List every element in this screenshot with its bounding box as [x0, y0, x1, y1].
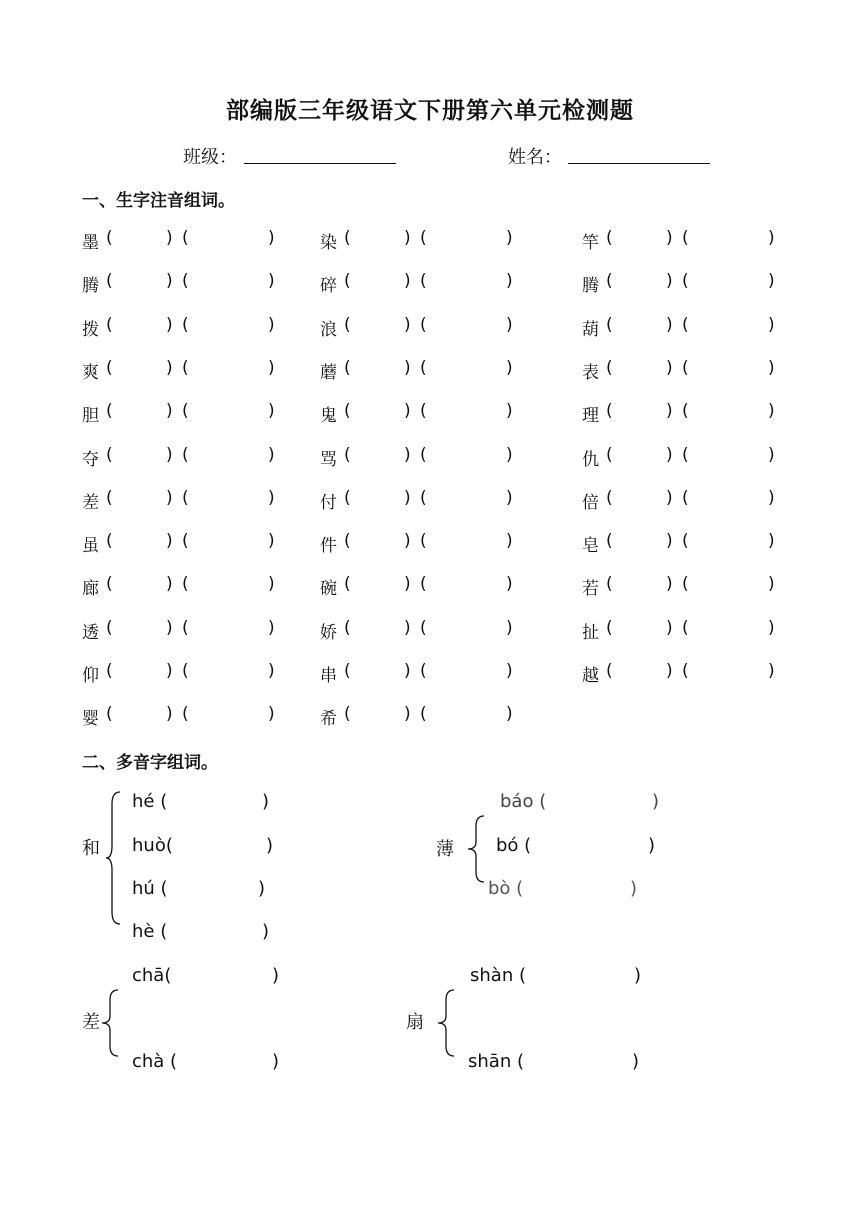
- pinyin-paren-open: (: [344, 445, 351, 465]
- pinyin-paren-close: ): [404, 401, 411, 421]
- hanzi: 蘑: [320, 363, 337, 383]
- pinyin-paren-open: (: [106, 618, 113, 638]
- class-label: 班级：: [183, 147, 237, 168]
- hanzi: 理: [582, 406, 599, 426]
- hanzi: 爽: [82, 363, 99, 383]
- hanzi: 娇: [320, 623, 337, 643]
- hanzi: 墨: [82, 233, 99, 253]
- word-paren-open: (: [682, 315, 689, 335]
- pinyin-paren-close: ): [166, 445, 173, 465]
- hanzi: 串: [320, 666, 337, 686]
- word-paren-close: ): [768, 315, 775, 335]
- hanzi: 婴: [82, 709, 99, 729]
- pinyin-paren-open: (: [106, 531, 113, 551]
- pinyin-paren-open: (: [606, 315, 613, 335]
- word-paren-close: ): [768, 271, 775, 291]
- hanzi: 透: [82, 623, 99, 643]
- pinyin-paren-open: (: [344, 315, 351, 335]
- word-paren-open: (: [420, 228, 427, 248]
- pinyin-paren-open: (: [344, 358, 351, 378]
- hanzi: 竿: [582, 233, 599, 253]
- word-paren-close: ): [506, 445, 513, 465]
- reading: huò(: [132, 835, 173, 856]
- word-paren-close: ): [768, 401, 775, 421]
- pinyin-paren-open: (: [106, 445, 113, 465]
- reading: bò (: [488, 878, 524, 899]
- pinyin-paren-open: (: [606, 228, 613, 248]
- word-paren-open: (: [420, 401, 427, 421]
- word-paren-close: ): [268, 315, 275, 335]
- poly-char-he: 和: [82, 838, 100, 859]
- reading-close: ): [630, 878, 638, 899]
- pinyin-paren-close: ): [666, 618, 673, 638]
- word-paren-open: (: [682, 358, 689, 378]
- reading-close: ): [266, 835, 274, 856]
- pinyin-paren-close: ): [166, 358, 173, 378]
- pinyin-paren-open: (: [106, 574, 113, 594]
- hanzi: 扯: [582, 623, 599, 643]
- word-paren-close: ): [768, 228, 775, 248]
- word-paren-close: ): [268, 271, 275, 291]
- name-field[interactable]: [568, 141, 710, 164]
- word-paren-open: (: [682, 661, 689, 681]
- pinyin-paren-close: ): [166, 401, 173, 421]
- word-paren-close: ): [268, 531, 275, 551]
- pinyin-paren-open: (: [344, 661, 351, 681]
- pinyin-paren-open: (: [344, 488, 351, 508]
- pinyin-paren-close: ): [666, 661, 673, 681]
- word-paren-open: (: [182, 488, 189, 508]
- reading-close: ): [272, 965, 280, 986]
- reading: hè (: [132, 921, 168, 942]
- hanzi: 倍: [582, 493, 599, 513]
- pinyin-paren-close: ): [404, 488, 411, 508]
- pinyin-paren-close: ): [404, 228, 411, 248]
- word-paren-open: (: [420, 574, 427, 594]
- pinyin-paren-open: (: [606, 445, 613, 465]
- char-row: [0, 358, 860, 384]
- hanzi: 差: [82, 493, 99, 513]
- pinyin-paren-open: (: [106, 358, 113, 378]
- char-row: [0, 574, 860, 600]
- hanzi: 夺: [82, 450, 99, 470]
- pinyin-paren-close: ): [666, 488, 673, 508]
- pinyin-paren-open: (: [606, 574, 613, 594]
- reading-close: ): [632, 1051, 640, 1072]
- hanzi: 皂: [582, 536, 599, 556]
- word-paren-close: ): [506, 228, 513, 248]
- hanzi: 仇: [582, 450, 599, 470]
- word-paren-open: (: [682, 574, 689, 594]
- hanzi: 染: [320, 233, 337, 253]
- word-paren-open: (: [682, 618, 689, 638]
- word-paren-close: ): [268, 618, 275, 638]
- reading-close: ): [272, 1051, 280, 1072]
- pinyin-paren-close: ): [166, 228, 173, 248]
- reading-close: ): [634, 965, 642, 986]
- word-paren-open: (: [682, 228, 689, 248]
- word-paren-open: (: [682, 531, 689, 551]
- word-paren-close: ): [506, 401, 513, 421]
- pinyin-paren-open: (: [344, 704, 351, 724]
- word-paren-open: (: [182, 315, 189, 335]
- word-paren-close: ): [506, 661, 513, 681]
- word-paren-open: (: [182, 271, 189, 291]
- word-paren-open: (: [182, 531, 189, 551]
- pinyin-paren-close: ): [166, 271, 173, 291]
- brace-icon: [104, 790, 126, 926]
- pinyin-paren-close: ): [404, 358, 411, 378]
- pinyin-paren-close: ): [404, 618, 411, 638]
- word-paren-close: ): [268, 445, 275, 465]
- pinyin-paren-close: ): [404, 271, 411, 291]
- pinyin-paren-open: (: [344, 228, 351, 248]
- pinyin-paren-close: ): [666, 271, 673, 291]
- pinyin-paren-open: (: [344, 618, 351, 638]
- hanzi: 胆: [82, 406, 99, 426]
- word-paren-close: ): [268, 401, 275, 421]
- pinyin-paren-close: ): [166, 531, 173, 551]
- word-paren-close: ): [268, 228, 275, 248]
- reading-close: ): [262, 791, 270, 812]
- word-paren-open: (: [682, 401, 689, 421]
- word-paren-open: (: [682, 445, 689, 465]
- poly-char-shan: 扇: [406, 1012, 424, 1033]
- pinyin-paren-open: (: [606, 401, 613, 421]
- char-row: [0, 488, 860, 514]
- pinyin-paren-open: (: [106, 488, 113, 508]
- pinyin-paren-close: ): [666, 445, 673, 465]
- pinyin-paren-open: (: [606, 271, 613, 291]
- word-paren-close: ): [268, 704, 275, 724]
- word-paren-open: (: [420, 445, 427, 465]
- word-paren-open: (: [182, 661, 189, 681]
- word-paren-close: ): [506, 704, 513, 724]
- reading-close: ): [652, 791, 660, 812]
- word-paren-open: (: [182, 401, 189, 421]
- word-paren-close: ): [768, 445, 775, 465]
- pinyin-paren-open: (: [106, 704, 113, 724]
- pinyin-paren-close: ): [666, 315, 673, 335]
- hanzi: 付: [320, 493, 337, 513]
- reading-close: ): [258, 878, 266, 899]
- char-row: [0, 401, 860, 427]
- reading: báo (: [500, 791, 547, 812]
- poly-char-bao: 薄: [436, 839, 454, 860]
- pinyin-paren-close: ): [404, 574, 411, 594]
- hanzi: 浪: [320, 320, 337, 340]
- word-paren-close: ): [506, 531, 513, 551]
- pinyin-paren-close: ): [166, 574, 173, 594]
- word-paren-open: (: [420, 488, 427, 508]
- word-paren-open: (: [420, 271, 427, 291]
- pinyin-paren-open: (: [106, 401, 113, 421]
- word-paren-open: (: [182, 445, 189, 465]
- word-paren-close: ): [268, 358, 275, 378]
- word-paren-open: (: [182, 704, 189, 724]
- char-row: [0, 445, 860, 471]
- word-paren-open: (: [182, 574, 189, 594]
- word-paren-close: ): [768, 531, 775, 551]
- word-paren-open: (: [420, 358, 427, 378]
- hanzi: 腾: [82, 276, 99, 296]
- word-paren-open: (: [182, 358, 189, 378]
- brace-icon: [436, 988, 458, 1058]
- pinyin-paren-close: ): [404, 704, 411, 724]
- pinyin-paren-open: (: [606, 661, 613, 681]
- reading: chà (: [132, 1051, 178, 1072]
- hanzi: 鬼: [320, 406, 337, 426]
- pinyin-paren-open: (: [344, 271, 351, 291]
- hanzi: 希: [320, 709, 337, 729]
- char-row: [0, 228, 860, 254]
- word-paren-close: ): [768, 574, 775, 594]
- pinyin-paren-close: ): [666, 531, 673, 551]
- hanzi: 仰: [82, 666, 99, 686]
- pinyin-paren-close: ): [166, 704, 173, 724]
- char-row: [0, 704, 860, 730]
- pinyin-paren-open: (: [106, 271, 113, 291]
- word-paren-open: (: [682, 271, 689, 291]
- hanzi: 碎: [320, 276, 337, 296]
- pinyin-paren-close: ): [404, 445, 411, 465]
- pinyin-paren-open: (: [106, 661, 113, 681]
- char-row: [0, 618, 860, 644]
- pinyin-paren-open: (: [606, 358, 613, 378]
- pinyin-paren-close: ): [666, 574, 673, 594]
- char-row: [0, 271, 860, 297]
- word-paren-close: ): [768, 661, 775, 681]
- section1-heading: 一、生字注音组词。: [82, 191, 235, 211]
- word-paren-open: (: [182, 618, 189, 638]
- pinyin-paren-close: ): [166, 661, 173, 681]
- hanzi: 若: [582, 579, 599, 599]
- pinyin-paren-close: ): [666, 358, 673, 378]
- word-paren-close: ): [768, 618, 775, 638]
- char-row: [0, 531, 860, 557]
- hanzi: 葫: [582, 320, 599, 340]
- reading: hé (: [132, 791, 168, 812]
- word-paren-open: (: [682, 488, 689, 508]
- char-row: [0, 315, 860, 341]
- pinyin-paren-open: (: [344, 531, 351, 551]
- word-paren-open: (: [182, 228, 189, 248]
- pinyin-paren-open: (: [606, 488, 613, 508]
- hanzi: 碗: [320, 579, 337, 599]
- word-paren-close: ): [506, 574, 513, 594]
- word-paren-close: ): [506, 618, 513, 638]
- hanzi: 腾: [582, 276, 599, 296]
- char-row: [0, 661, 860, 687]
- word-paren-open: (: [420, 531, 427, 551]
- word-paren-open: (: [420, 315, 427, 335]
- pinyin-paren-open: (: [344, 574, 351, 594]
- hanzi: 廊: [82, 579, 99, 599]
- pinyin-paren-close: ): [404, 661, 411, 681]
- name-label: 姓名：: [508, 147, 562, 168]
- word-paren-close: ): [768, 488, 775, 508]
- class-field[interactable]: [244, 141, 396, 164]
- pinyin-paren-open: (: [606, 531, 613, 551]
- pinyin-paren-close: ): [166, 488, 173, 508]
- word-paren-close: ): [506, 358, 513, 378]
- word-paren-close: ): [506, 488, 513, 508]
- word-paren-close: ): [768, 358, 775, 378]
- hanzi: 越: [582, 666, 599, 686]
- word-paren-close: ): [506, 271, 513, 291]
- word-paren-close: ): [268, 574, 275, 594]
- pinyin-paren-open: (: [344, 401, 351, 421]
- reading: shàn (: [470, 965, 526, 986]
- word-paren-open: (: [420, 618, 427, 638]
- word-paren-close: ): [268, 661, 275, 681]
- page-title: 部编版三年级语文下册第六单元检测题: [226, 98, 634, 124]
- reading: hú (: [132, 878, 168, 899]
- poly-char-cha: 差: [82, 1012, 100, 1033]
- brace-icon: [466, 814, 488, 884]
- section2-heading: 二、多音字组词。: [82, 753, 218, 773]
- hanzi: 骂: [320, 450, 337, 470]
- pinyin-paren-close: ): [666, 401, 673, 421]
- reading: chā(: [132, 965, 172, 986]
- pinyin-paren-close: ): [166, 315, 173, 335]
- word-paren-open: (: [420, 661, 427, 681]
- reading: bó (: [496, 835, 532, 856]
- pinyin-paren-open: (: [106, 315, 113, 335]
- pinyin-paren-close: ): [666, 228, 673, 248]
- reading-close: ): [262, 921, 270, 942]
- pinyin-paren-open: (: [606, 618, 613, 638]
- reading: shān (: [468, 1051, 524, 1072]
- reading-close: ): [648, 835, 656, 856]
- pinyin-paren-close: ): [404, 531, 411, 551]
- word-paren-close: ): [268, 488, 275, 508]
- pinyin-paren-close: ): [404, 315, 411, 335]
- pinyin-paren-open: (: [106, 228, 113, 248]
- brace-icon: [100, 988, 122, 1058]
- hanzi: 表: [582, 363, 599, 383]
- hanzi: 件: [320, 536, 337, 556]
- pinyin-paren-close: ): [166, 618, 173, 638]
- hanzi: 虽: [82, 536, 99, 556]
- word-paren-close: ): [506, 315, 513, 335]
- word-paren-open: (: [420, 704, 427, 724]
- hanzi: 拨: [82, 320, 99, 340]
